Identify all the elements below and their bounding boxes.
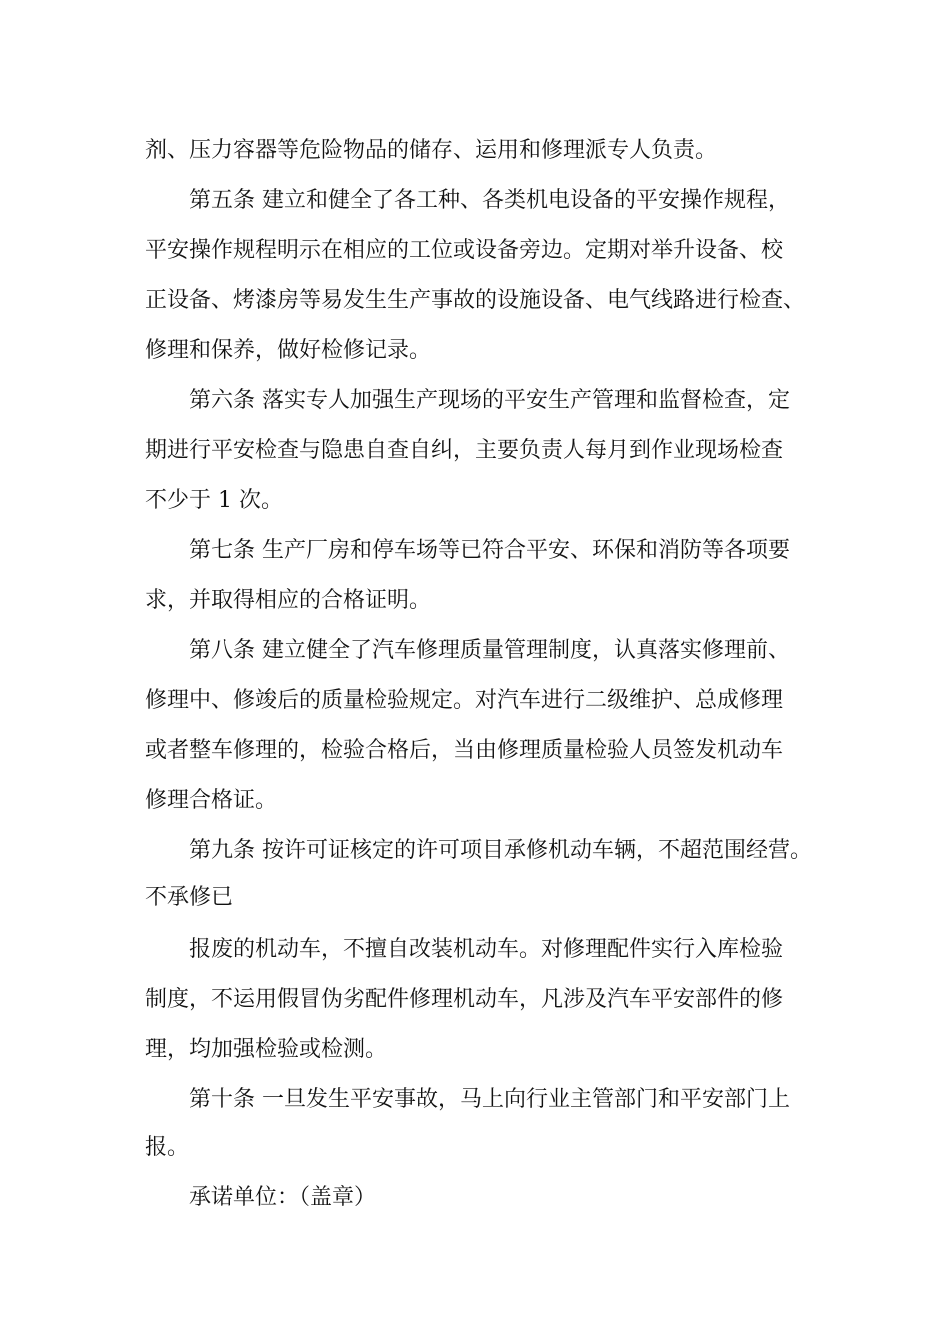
- text-line-4: 正设备、烤漆房等易发生生产事故的设施设备、电气线路进行检查、: [145, 288, 806, 313]
- text-line-8: 不少于 1 次。: [145, 488, 283, 513]
- article-7-heading-line: 第七条 生产厂房和停车场等已符合平安、环保和消防等各项要: [189, 538, 790, 563]
- text-line-1: 剂、压力容器等危险物品的储存、运用和修理派专人负责。: [145, 138, 718, 163]
- text-line-19: 理，均加强检验或检测。: [145, 1037, 388, 1062]
- text-line-12: 修理中、修竣后的质量检验规定。对汽车进行二级维护、总成修理: [145, 688, 784, 713]
- text-line-17: 报废的机动车，不擅自改装机动车。对修理配件实行入库检验: [189, 937, 784, 962]
- text-line-13: 或者整车修理的，检验合格后，当由修理质量检验人员签发机动车: [145, 738, 784, 763]
- signature-unit-line: 承诺单位：（盖章）: [189, 1185, 377, 1210]
- text-line-18: 制度，不运用假冒伪劣配件修理机动车，凡涉及汽车平安部件的修: [145, 987, 784, 1012]
- text-line-5: 修理和保养，做好检修记录。: [145, 338, 432, 363]
- text-line-10: 求，并取得相应的合格证明。: [145, 588, 432, 613]
- text-line-21: 报。: [145, 1135, 190, 1160]
- article-5-heading-line: 第五条 建立和健全了各工种、各类机电设备的平安操作规程，: [189, 188, 790, 213]
- article-9-heading-line: 第九条 按许可证核定的许可项目承修机动车辆，不超范围经营。: [189, 838, 812, 863]
- text-line-16: 不承修已: [145, 885, 234, 910]
- article-10-heading-line: 第十条 一旦发生平安事故，马上向行业主管部门和平安部门上: [189, 1087, 790, 1112]
- text-line-7: 期进行平安检查与隐患自查自纠，主要负责人每月到作业现场检查: [145, 438, 784, 463]
- article-8-heading-line: 第八条 建立健全了汽车修理质量管理制度，认真落实修理前、: [189, 638, 790, 663]
- article-6-heading-line: 第六条 落实专人加强生产现场的平安生产管理和监督检查，定: [189, 388, 790, 413]
- text-line-14: 修理合格证。: [145, 788, 278, 813]
- text-line-3: 平安操作规程明示在相应的工位或设备旁边。定期对举升设备、校: [145, 238, 784, 263]
